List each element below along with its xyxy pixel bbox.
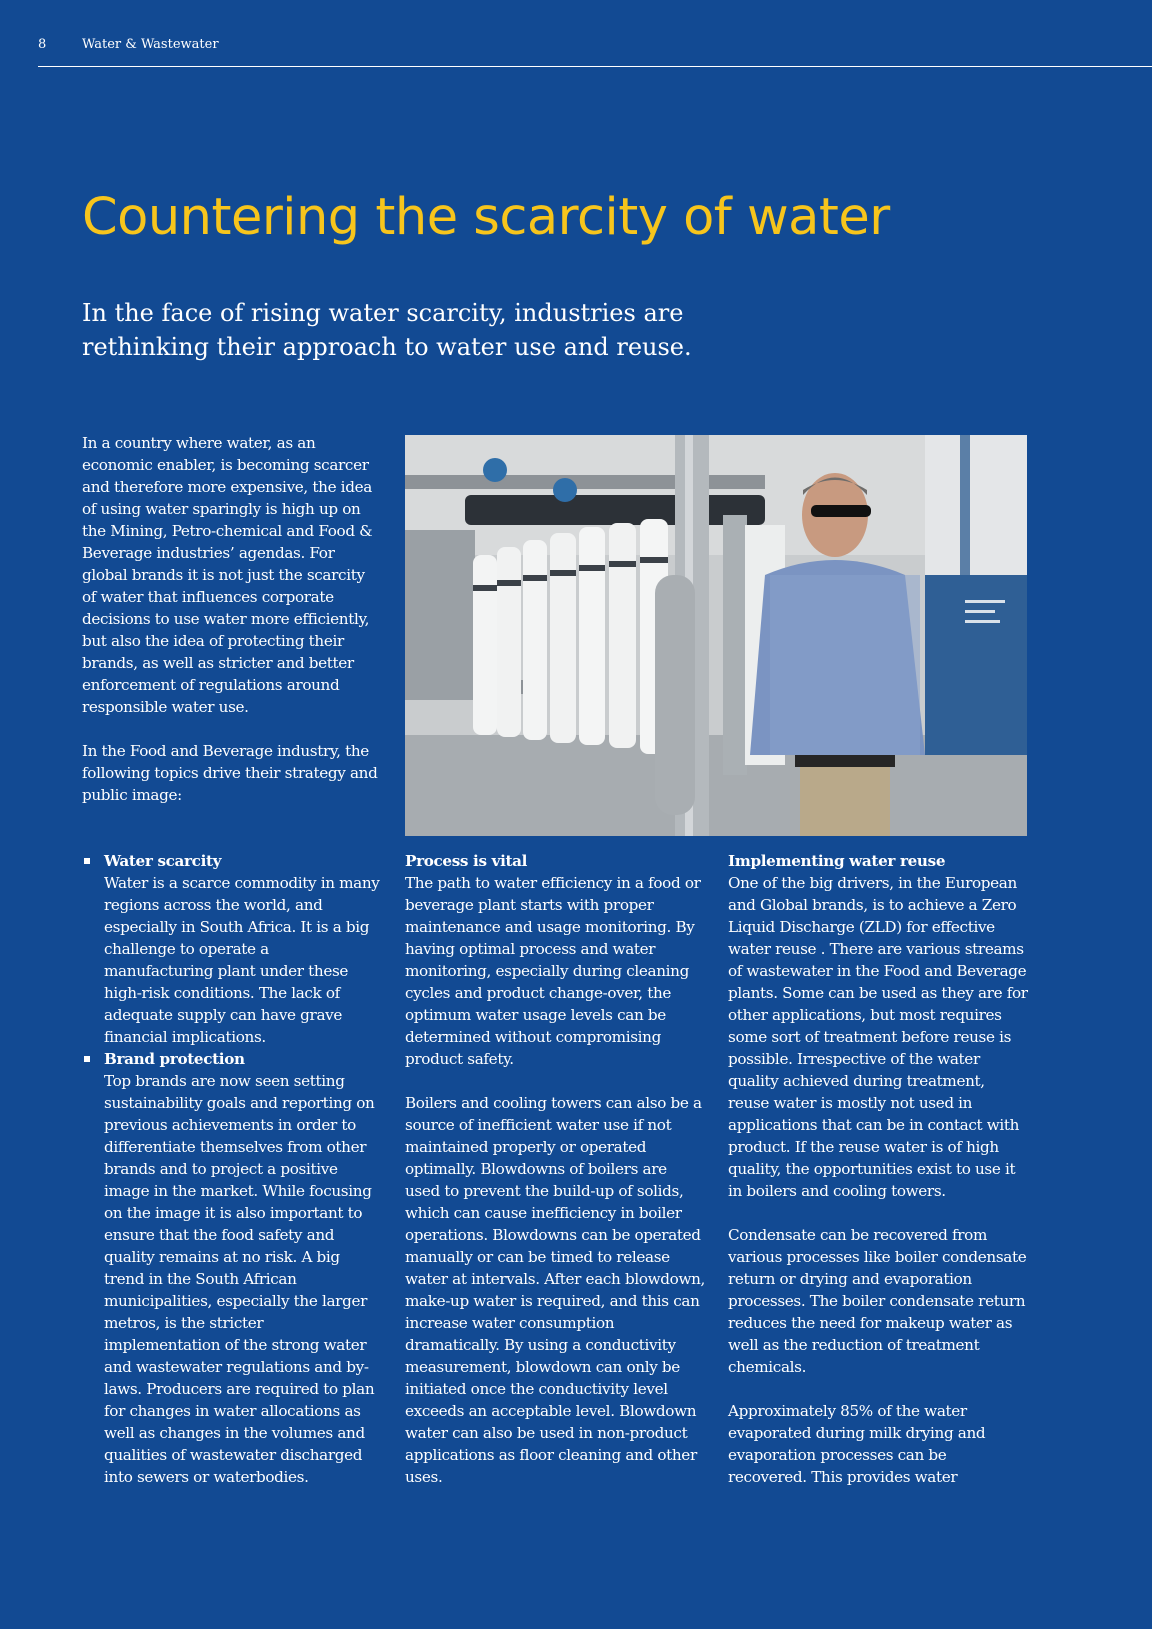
process-heading: Process is vital <box>405 852 528 870</box>
page-number: 8 <box>38 37 47 52</box>
bullet-square-icon <box>84 1056 90 1062</box>
reuse-paragraph-1: One of the big drivers, in the European and Global brands, is to achieve a Zero Liquid Discharge (ZLD) for effective water reuse . There are various streams of wastewater in the Food and Beverage plants. Some can be used as they are for other applications, but most requires some sort of treatment before reuse is possible. Irrespective of the water quality achieved during treatment, reuse water is mostly not used in applications that can be in contact with product. If the reuse water is of high quality, the opportunities exist to use it in boilers and cooling towers. <box>728 874 1028 1200</box>
reuse-heading: Implementing water reuse <box>728 852 946 870</box>
plant-photo <box>405 435 1027 836</box>
page-subtitle: In the face of rising water scarcity, industries are rethinking their approach to water use and reuse. <box>82 299 692 361</box>
bullet-item-water-scarcity <box>82 850 382 1048</box>
intro-paragraph-1: In a country where water, as an economic enabler, is becoming scarcer and therefore more expensive, the idea of using water sparingly is high up on the Mining, Petro-chemical and Food & Beverage industries’ agendas. For global brands it is not just the scarcity of water that influences corporate decisions to use water more efficiently, but also the idea of protecting their brands, as well as stricter and better enforcement of regulations around responsible water use. <box>82 434 373 716</box>
reuse-column <box>728 850 1028 1488</box>
process-paragraph-1: The path to water efficiency in a food or beverage plant starts with proper maintenance and usage monitoring. By having optimal process and water monitoring, especially during cleaning cycles and product change-over, the optimum water usage levels can be determined without compromising product safety. <box>405 874 701 1068</box>
intro-paragraph-2: In the Food and Beverage industry, the following topics drive their strategy and public image: <box>82 742 378 804</box>
bullet-text: Water is a scarce commodity in many regions across the world, and especially in South Africa. It is a big challenge to operate a manufacturing plant under these high-risk conditions. The lack of adequate supply can have grave financial implications. <box>104 874 380 1046</box>
page-title: Countering the scarcity of water <box>82 188 890 247</box>
reuse-paragraph-3: Approximately 85% of the water evaporated during milk drying and evaporation processes can be recovered. This provides water <box>728 1402 986 1486</box>
bullet-square-icon <box>84 858 90 864</box>
process-paragraph-2: Boilers and cooling towers can also be a source of inefficient water use if not maintained properly or operated optimally. Blowdowns of boilers are used to prevent the build-up of solids, which can cause inefficiency in boiler operations. Blowdowns can be operated manually or can be timed to release water at intervals. After each blowdown, make-up water is required, and this can increase water consumption dramatically. By using a conductivity measurement, blowdown can only be initiated once the conductivity level exceeds an acceptable level. Blowdown water can also be used in non-product applications as floor cleaning and other uses. <box>405 1094 706 1486</box>
intro-column <box>82 432 382 806</box>
reuse-paragraph-2: Condensate can be recovered from various processes like boiler condensate return or drying and evaporation processes. The boiler condensate return reduces the need for makeup water as well as the reduction of treatment chemicals. <box>728 1226 1027 1376</box>
page-header <box>38 36 1152 67</box>
bullet-item-brand-protection <box>82 1048 382 1488</box>
process-column <box>405 850 705 1488</box>
bullet-heading: Brand protection <box>104 1050 245 1068</box>
section-label: Water & Wastewater <box>82 37 219 52</box>
topic-bullet-list <box>82 850 382 1488</box>
bullet-text: Top brands are now seen setting sustainability goals and reporting on previous achievements in order to differentiate themselves from other brands and to project a positive image in the market. While focusing on the image it is also important to ensure that the food safety and quality remains at no risk. A big trend in the South African municipalities, especially the larger metros, is the stricter implementation of the strong water and wastewater regulations and by-laws. Producers are required to plan for changes in water allocations as well as changes in the volumes and qualities of wastewater discharged into sewers or waterbodies. <box>104 1072 375 1486</box>
filtration-plant-image <box>405 435 1027 836</box>
bullet-heading: Water scarcity <box>104 852 222 870</box>
